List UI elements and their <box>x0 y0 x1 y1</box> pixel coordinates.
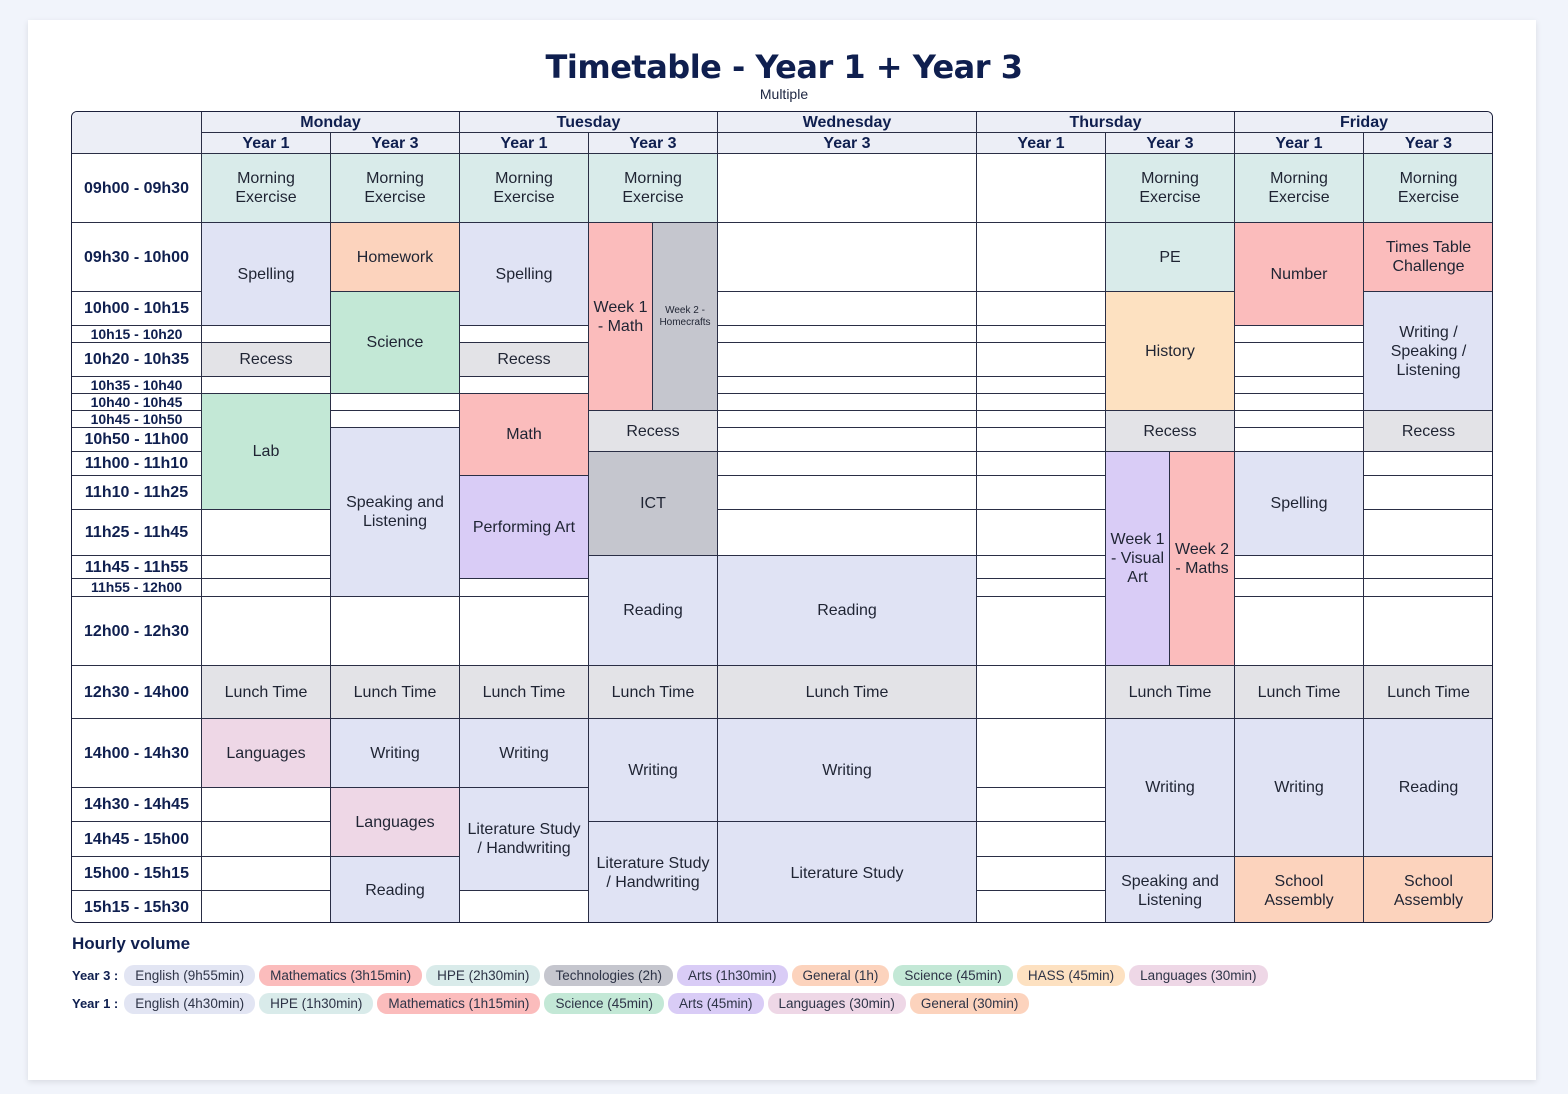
empty-slot <box>977 556 1106 579</box>
empty-slot <box>1364 476 1493 510</box>
year-header: Year 1 <box>1235 133 1364 154</box>
empty-slot <box>1235 597 1364 666</box>
class-block: Recess <box>1106 411 1235 452</box>
class-block: Morning Exercise <box>1235 154 1364 223</box>
page-subtitle: Multiple <box>759 86 809 102</box>
class-block: Writing <box>460 719 589 788</box>
class-block: Spelling <box>1235 452 1364 556</box>
empty-slot <box>202 788 331 822</box>
empty-slot <box>1364 597 1493 666</box>
empty-slot <box>202 377 331 394</box>
time-slot: 14h30 - 14h45 <box>72 788 202 822</box>
time-slot: 10h35 - 10h40 <box>72 377 202 394</box>
class-block: Lunch Time <box>1106 666 1235 719</box>
empty-slot <box>977 822 1106 857</box>
empty-slot <box>1235 428 1364 452</box>
legend-row-label: Year 3 : <box>72 967 119 983</box>
class-block: PE <box>1106 223 1235 292</box>
class-block: Reading <box>718 556 977 666</box>
empty-slot <box>718 428 977 452</box>
legend-title: Hourly volume <box>72 934 191 953</box>
year-header: Year 3 <box>331 133 460 154</box>
class-block: School Assembly <box>1235 857 1364 923</box>
legend-chip: English (9h55min) <box>124 965 255 986</box>
empty-slot <box>202 857 331 891</box>
empty-slot <box>331 394 460 411</box>
time-slot: 14h45 - 15h00 <box>72 822 202 857</box>
class-block: Lunch Time <box>1364 666 1493 719</box>
empty-slot <box>977 579 1106 597</box>
day-header: Friday <box>1235 112 1493 133</box>
empty-slot <box>460 891 589 923</box>
class-block: Speaking and Listening <box>1106 857 1235 923</box>
day-header: Monday <box>202 112 460 133</box>
empty-slot <box>202 891 331 923</box>
time-slot: 10h00 - 10h15 <box>72 292 202 326</box>
empty-slot <box>718 154 977 223</box>
empty-slot <box>977 326 1106 343</box>
class-block: Languages <box>202 719 331 788</box>
class-block: Writing <box>589 719 718 822</box>
legend-chip: English (4h30min) <box>124 993 255 1014</box>
empty-slot <box>977 292 1106 326</box>
time-slot: 11h45 - 11h55 <box>72 556 202 579</box>
class-block: Reading <box>1364 719 1493 857</box>
time-slot: 11h55 - 12h00 <box>72 579 202 597</box>
empty-slot <box>977 476 1106 510</box>
legend-chip: Languages (30min) <box>1129 965 1267 986</box>
legend-row-year1 <box>72 991 1033 1015</box>
header-corner <box>72 112 202 154</box>
empty-slot <box>718 510 977 556</box>
class-block: Morning Exercise <box>1106 154 1235 223</box>
class-block: Writing <box>1235 719 1364 857</box>
empty-slot <box>1364 556 1493 579</box>
time-slot: 14h00 - 14h30 <box>72 719 202 788</box>
class-block: Morning Exercise <box>331 154 460 223</box>
class-block: Morning Exercise <box>1364 154 1493 223</box>
legend-chip: Technologies (2h) <box>544 965 673 986</box>
time-slot: 10h15 - 10h20 <box>72 326 202 343</box>
empty-slot <box>718 452 977 476</box>
empty-slot <box>977 428 1106 452</box>
legend-chip: General (1h) <box>792 965 890 986</box>
class-block: Week 2 - Maths <box>1170 452 1235 666</box>
year-header: Year 3 <box>1106 133 1235 154</box>
time-slot: 11h00 - 11h10 <box>72 452 202 476</box>
empty-slot <box>1235 579 1364 597</box>
empty-slot <box>202 326 331 343</box>
legend-chip: Science (45min) <box>893 965 1013 986</box>
empty-slot <box>1364 579 1493 597</box>
class-block: Science <box>331 292 460 394</box>
year-header: Year 3 <box>589 133 718 154</box>
time-slot: 10h45 - 10h50 <box>72 411 202 428</box>
empty-slot <box>718 394 977 411</box>
day-header: Wednesday <box>718 112 977 133</box>
class-block: Homework <box>331 223 460 292</box>
class-block: Lunch Time <box>202 666 331 719</box>
time-slot: 10h40 - 10h45 <box>72 394 202 411</box>
empty-slot <box>977 411 1106 428</box>
year-header: Year 3 <box>1364 133 1493 154</box>
class-block: Number <box>1235 223 1364 326</box>
legend-row-year3 <box>72 963 1272 987</box>
time-slot: 09h30 - 10h00 <box>72 223 202 292</box>
legend-chip: Science (45min) <box>544 993 664 1014</box>
time-slot: 15h15 - 15h30 <box>72 891 202 923</box>
empty-slot <box>977 788 1106 822</box>
time-slot: 11h10 - 11h25 <box>72 476 202 510</box>
class-block: Languages <box>331 788 460 857</box>
class-block: Lunch Time <box>718 666 977 719</box>
empty-slot <box>977 223 1106 292</box>
empty-slot <box>460 597 589 666</box>
empty-slot <box>1235 326 1364 343</box>
class-block: Spelling <box>202 223 331 326</box>
class-block: Recess <box>1364 411 1493 452</box>
empty-slot <box>977 154 1106 223</box>
empty-slot <box>977 452 1106 476</box>
legend-chip: Arts (1h30min) <box>677 965 788 986</box>
time-slot: 10h20 - 10h35 <box>72 343 202 377</box>
class-block: Literature Study / Handwriting <box>589 822 718 923</box>
empty-slot <box>977 891 1106 923</box>
time-slot: 09h00 - 09h30 <box>72 154 202 223</box>
class-block: Reading <box>589 556 718 666</box>
year-header: Year 1 <box>460 133 589 154</box>
empty-slot <box>460 579 589 597</box>
year-header: Year 1 <box>977 133 1106 154</box>
empty-slot <box>1364 452 1493 476</box>
class-block: Lunch Time <box>1235 666 1364 719</box>
class-block: Week 1 - Math <box>589 223 653 411</box>
empty-slot <box>977 597 1106 666</box>
class-block: Week 2 - Homecrafts <box>653 223 718 411</box>
empty-slot <box>1235 377 1364 394</box>
empty-slot <box>202 597 331 666</box>
legend-chip: General (30min) <box>910 993 1030 1014</box>
timetable-grid <box>71 111 1493 923</box>
empty-slot <box>1235 394 1364 411</box>
class-block: Writing <box>1106 719 1235 857</box>
class-block: Week 1 - Visual Art <box>1106 452 1170 666</box>
empty-slot <box>1364 510 1493 556</box>
class-block: Recess <box>589 411 718 452</box>
time-slot: 10h50 - 11h00 <box>72 428 202 452</box>
class-block: Lunch Time <box>331 666 460 719</box>
legend-chip: Mathematics (3h15min) <box>259 965 422 986</box>
time-slot: 11h25 - 11h45 <box>72 510 202 556</box>
empty-slot <box>460 377 589 394</box>
empty-slot <box>331 597 460 666</box>
empty-slot <box>1235 343 1364 377</box>
empty-slot <box>202 510 331 556</box>
class-block: School Assembly <box>1364 857 1493 923</box>
empty-slot <box>977 343 1106 377</box>
class-block: Morning Exercise <box>460 154 589 223</box>
legend-chip: HPE (1h30min) <box>259 993 373 1014</box>
empty-slot <box>718 292 977 326</box>
class-block: Math <box>460 394 589 476</box>
empty-slot <box>460 326 589 343</box>
class-block: Morning Exercise <box>589 154 718 223</box>
class-block: Lunch Time <box>460 666 589 719</box>
empty-slot <box>977 394 1106 411</box>
empty-slot <box>977 719 1106 788</box>
year-header: Year 1 <box>202 133 331 154</box>
day-header: Thursday <box>977 112 1235 133</box>
legend-chip: Arts (45min) <box>668 993 764 1014</box>
legend-row-label: Year 1 : <box>72 995 119 1011</box>
time-slot: 12h30 - 14h00 <box>72 666 202 719</box>
class-block: Morning Exercise <box>202 154 331 223</box>
empty-slot <box>202 556 331 579</box>
time-slot: 12h00 - 12h30 <box>72 597 202 666</box>
empty-slot <box>718 377 977 394</box>
class-block: Writing / Speaking / Listening <box>1364 292 1493 411</box>
class-block: Literature Study <box>718 822 977 923</box>
empty-slot <box>718 223 977 292</box>
empty-slot <box>718 343 977 377</box>
class-block: Speaking and Listening <box>331 428 460 597</box>
class-block: Times Table Challenge <box>1364 223 1493 292</box>
legend-chip: Languages (30min) <box>768 993 906 1014</box>
empty-slot <box>718 476 977 510</box>
year-header: Year 3 <box>718 133 977 154</box>
empty-slot <box>977 857 1106 891</box>
empty-slot <box>202 579 331 597</box>
class-block: History <box>1106 292 1235 411</box>
class-block: ICT <box>589 452 718 556</box>
empty-slot <box>202 822 331 857</box>
empty-slot <box>1235 556 1364 579</box>
class-block: Performing Art <box>460 476 589 579</box>
class-block: Recess <box>460 343 589 377</box>
empty-slot <box>331 411 460 428</box>
time-slot: 15h00 - 15h15 <box>72 857 202 891</box>
class-block: Recess <box>202 343 331 377</box>
empty-slot <box>718 411 977 428</box>
empty-slot <box>718 326 977 343</box>
class-block: Writing <box>331 719 460 788</box>
empty-slot <box>977 377 1106 394</box>
class-block: Reading <box>331 857 460 923</box>
legend-chip: HPE (2h30min) <box>426 965 540 986</box>
legend-chip: HASS (45min) <box>1017 965 1125 986</box>
empty-slot <box>1235 411 1364 428</box>
class-block: Writing <box>718 719 977 822</box>
page-title: Timetable - Year 1 + Year 3 <box>545 48 1023 86</box>
day-header: Tuesday <box>460 112 718 133</box>
empty-slot <box>977 666 1106 719</box>
empty-slot <box>977 510 1106 556</box>
class-block: Lunch Time <box>589 666 718 719</box>
legend-chip: Mathematics (1h15min) <box>377 993 540 1014</box>
class-block: Spelling <box>460 223 589 326</box>
class-block: Lab <box>202 394 331 510</box>
class-block: Literature Study / Handwriting <box>460 788 589 891</box>
